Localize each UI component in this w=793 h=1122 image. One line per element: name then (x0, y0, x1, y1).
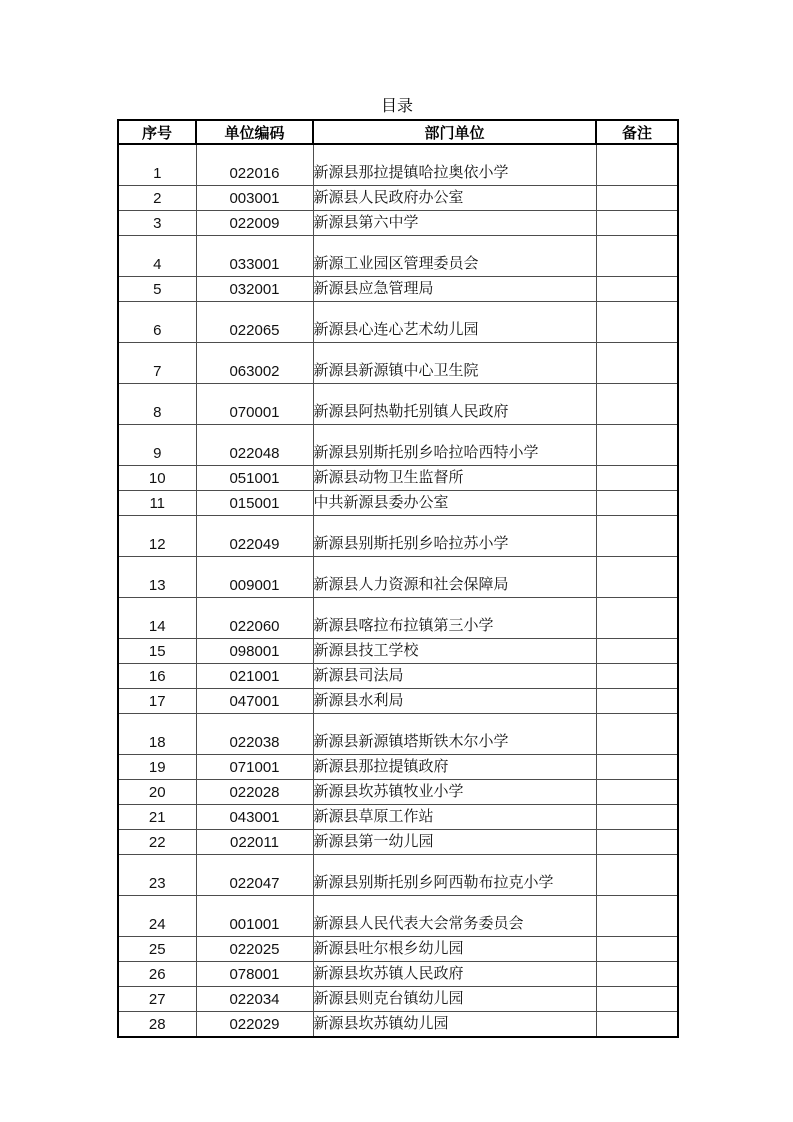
cell-name: 新源县坎苏镇牧业小学 (313, 779, 596, 804)
cell-code: 022016 (196, 144, 313, 185)
cell-no: 6 (118, 301, 196, 342)
cell-name: 新源县别斯托别乡哈拉苏小学 (313, 515, 596, 556)
cell-name: 新源县草原工作站 (313, 804, 596, 829)
cell-code: 001001 (196, 895, 313, 936)
cell-code: 003001 (196, 185, 313, 210)
table-row (118, 804, 678, 829)
cell-code: 022011 (196, 829, 313, 854)
cell-note (596, 1011, 678, 1037)
cell-no: 10 (118, 465, 196, 490)
cell-code: 063002 (196, 342, 313, 383)
cell-no: 7 (118, 342, 196, 383)
directory-table (117, 119, 679, 1038)
page-title: 目录 (380, 98, 413, 115)
cell-no: 9 (118, 424, 196, 465)
cell-code: 015001 (196, 490, 313, 515)
cell-code: 022048 (196, 424, 313, 465)
table-row (118, 342, 678, 383)
cell-name: 新源县人力资源和社会保障局 (313, 556, 596, 597)
cell-no: 8 (118, 383, 196, 424)
cell-note (596, 779, 678, 804)
cell-name: 新源县动物卫生监督所 (313, 465, 596, 490)
cell-no: 24 (118, 895, 196, 936)
cell-code: 022060 (196, 597, 313, 638)
cell-code: 022038 (196, 713, 313, 754)
cell-code: 043001 (196, 804, 313, 829)
table-header (118, 120, 678, 144)
cell-code: 078001 (196, 961, 313, 986)
cell-no: 22 (118, 829, 196, 854)
cell-no: 28 (118, 1011, 196, 1037)
cell-note (596, 515, 678, 556)
cell-no: 25 (118, 936, 196, 961)
cell-name: 新源县阿热勒托别镇人民政府 (313, 383, 596, 424)
cell-note (596, 556, 678, 597)
cell-note (596, 597, 678, 638)
cell-name: 新源县别斯托别乡哈拉哈西特小学 (313, 424, 596, 465)
cell-code: 032001 (196, 276, 313, 301)
cell-code: 022047 (196, 854, 313, 895)
table-row (118, 185, 678, 210)
table-row (118, 663, 678, 688)
cell-no: 27 (118, 986, 196, 1011)
cell-name: 新源县第一幼儿园 (313, 829, 596, 854)
cell-no: 16 (118, 663, 196, 688)
cell-name: 新源县坎苏镇人民政府 (313, 961, 596, 986)
cell-name: 新源县那拉提镇政府 (313, 754, 596, 779)
cell-note (596, 342, 678, 383)
cell-note (596, 424, 678, 465)
cell-no: 14 (118, 597, 196, 638)
cell-no: 12 (118, 515, 196, 556)
cell-no: 17 (118, 688, 196, 713)
cell-note (596, 276, 678, 301)
cell-note (596, 713, 678, 754)
table-row (118, 597, 678, 638)
table-row (118, 210, 678, 235)
cell-note (596, 638, 678, 663)
cell-no: 3 (118, 210, 196, 235)
cell-name: 新源县水利局 (313, 688, 596, 713)
cell-no: 5 (118, 276, 196, 301)
header-department-unit: 部门单位 (313, 120, 596, 144)
cell-code: 033001 (196, 235, 313, 276)
cell-no: 13 (118, 556, 196, 597)
cell-name: 新源县第六中学 (313, 210, 596, 235)
cell-code: 022009 (196, 210, 313, 235)
cell-note (596, 185, 678, 210)
table-row (118, 144, 678, 185)
header-serial-number: 序号 (118, 120, 196, 144)
table-row (118, 854, 678, 895)
table-body (118, 144, 678, 1037)
table-row (118, 465, 678, 490)
cell-code: 071001 (196, 754, 313, 779)
cell-name: 新源县人民政府办公室 (313, 185, 596, 210)
cell-note (596, 144, 678, 185)
cell-note (596, 854, 678, 895)
cell-code: 022028 (196, 779, 313, 804)
cell-note (596, 688, 678, 713)
cell-code: 022025 (196, 936, 313, 961)
cell-code: 022029 (196, 1011, 313, 1037)
table-row (118, 713, 678, 754)
cell-name: 新源县喀拉布拉镇第三小学 (313, 597, 596, 638)
cell-code: 009001 (196, 556, 313, 597)
cell-note (596, 804, 678, 829)
table-row (118, 638, 678, 663)
cell-no: 23 (118, 854, 196, 895)
cell-code: 047001 (196, 688, 313, 713)
table-row (118, 424, 678, 465)
table-row (118, 301, 678, 342)
cell-name: 新源县别斯托别乡阿西勒布拉克小学 (313, 854, 596, 895)
table-row (118, 276, 678, 301)
table-row (118, 779, 678, 804)
cell-code: 051001 (196, 465, 313, 490)
table-row (118, 1011, 678, 1037)
header-unit-code: 单位编码 (196, 120, 313, 144)
cell-note (596, 301, 678, 342)
table-row (118, 936, 678, 961)
table-row (118, 986, 678, 1011)
table-row (118, 754, 678, 779)
cell-no: 26 (118, 961, 196, 986)
cell-note (596, 383, 678, 424)
table-row (118, 490, 678, 515)
cell-no: 15 (118, 638, 196, 663)
table-row (118, 829, 678, 854)
cell-code: 070001 (196, 383, 313, 424)
cell-no: 11 (118, 490, 196, 515)
cell-name: 新源县人民代表大会常务委员会 (313, 895, 596, 936)
cell-name: 中共新源县委办公室 (313, 490, 596, 515)
cell-note (596, 961, 678, 986)
cell-note (596, 754, 678, 779)
cell-no: 2 (118, 185, 196, 210)
table-row (118, 556, 678, 597)
cell-name: 新源县心连心艺术幼儿园 (313, 301, 596, 342)
table-row (118, 688, 678, 713)
cell-no: 18 (118, 713, 196, 754)
cell-note (596, 663, 678, 688)
cell-code: 098001 (196, 638, 313, 663)
table-row (118, 235, 678, 276)
cell-no: 20 (118, 779, 196, 804)
cell-code: 022065 (196, 301, 313, 342)
cell-name: 新源县坎苏镇幼儿园 (313, 1011, 596, 1037)
header-remarks: 备注 (596, 120, 678, 144)
cell-code: 021001 (196, 663, 313, 688)
cell-name: 新源县应急管理局 (313, 276, 596, 301)
cell-note (596, 936, 678, 961)
cell-note (596, 895, 678, 936)
table-row (118, 895, 678, 936)
cell-name: 新源县技工学校 (313, 638, 596, 663)
cell-code: 022034 (196, 986, 313, 1011)
cell-note (596, 490, 678, 515)
cell-no: 21 (118, 804, 196, 829)
cell-no: 4 (118, 235, 196, 276)
cell-note (596, 829, 678, 854)
cell-name: 新源县那拉提镇哈拉奥依小学 (313, 144, 596, 185)
cell-note (596, 235, 678, 276)
cell-name: 新源县新源镇中心卫生院 (313, 342, 596, 383)
cell-note (596, 986, 678, 1011)
cell-name: 新源县吐尔根乡幼儿园 (313, 936, 596, 961)
cell-no: 19 (118, 754, 196, 779)
table-row (118, 515, 678, 556)
cell-note (596, 465, 678, 490)
header-row (118, 120, 678, 144)
table-row (118, 383, 678, 424)
cell-name: 新源县司法局 (313, 663, 596, 688)
cell-name: 新源县则克台镇幼儿园 (313, 986, 596, 1011)
cell-code: 022049 (196, 515, 313, 556)
cell-name: 新源县新源镇塔斯铁木尔小学 (313, 713, 596, 754)
cell-no: 1 (118, 144, 196, 185)
table-row (118, 961, 678, 986)
cell-name: 新源工业园区管理委员会 (313, 235, 596, 276)
cell-note (596, 210, 678, 235)
